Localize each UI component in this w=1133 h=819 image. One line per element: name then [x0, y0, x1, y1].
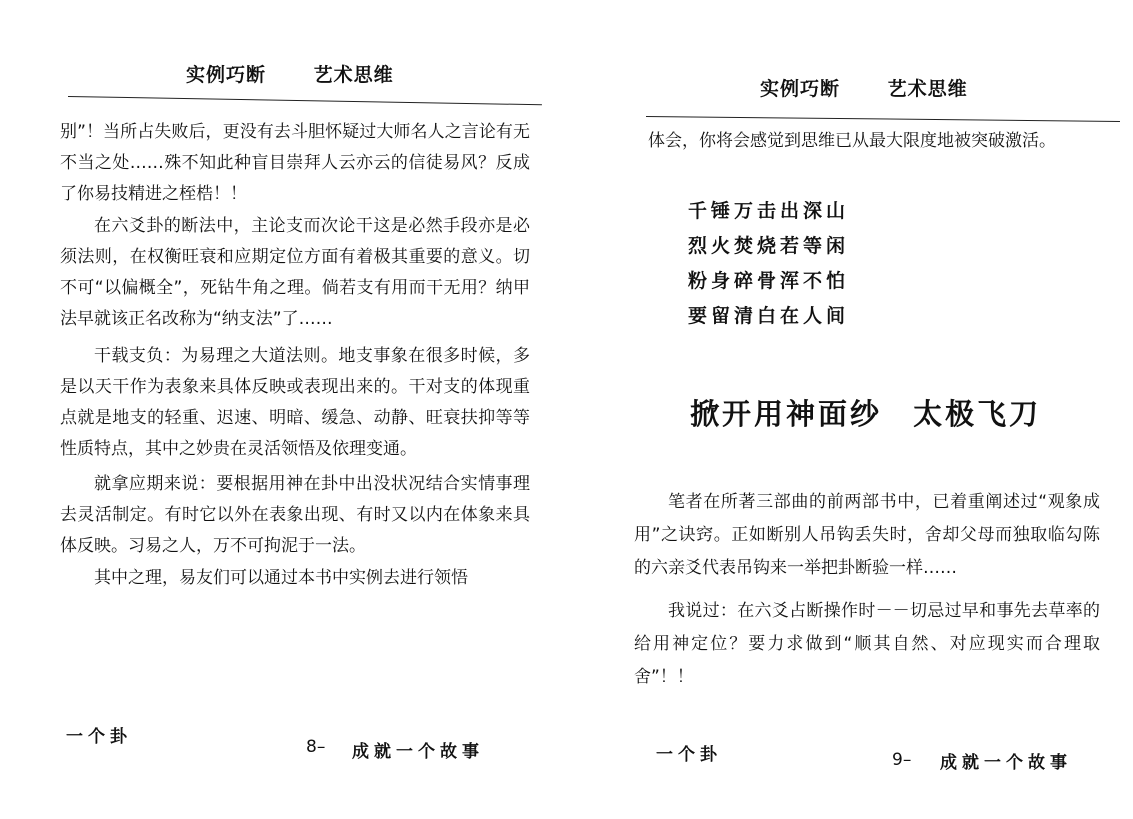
paragraph: 其中之理，易友们可以通过本书中实例去进行领悟: [94, 568, 468, 588]
paragraph: 就拿应期来说：要根据用神在卦中出没状况结合实情事理去灵活制定。有时它以外在表象出现、有时又以内在体象来具体反映。习易之人，万不可拘泥于一法。: [60, 474, 530, 556]
section-title: [690, 392, 1041, 433]
left-footer-right: 成就一个故事: [352, 742, 484, 762]
left-footer-left: 一个卦: [66, 727, 132, 747]
paragraph: 在六爻卦的断法中，主论支而次论干这是必然手段亦是必须法则，在权衡旺衰和应期定位方面有着极其重要的意义。切不可“以偏概全”，死钻牛角之理。倘若支有用而干无用？纳甲法早就该正名改称为“纳支法”了……: [60, 216, 530, 329]
left-page-number: 8–: [306, 737, 326, 757]
paragraph: 我说过：在六爻占断操作时－－切忌过早和事先去草率的给用神定位？要力求做到“顺其自然、对应现实而合理取舍”！！: [634, 601, 1100, 687]
section-title-part-a: 掀开用神面纱: [690, 397, 883, 431]
left-body-text: [60, 117, 530, 595]
right-running-header: [760, 74, 968, 101]
right-page: [566, 0, 1133, 819]
poem-line: 要留清白在人间: [688, 305, 850, 327]
section-title-part-b: 太极飞刀: [913, 397, 1042, 431]
left-page: [0, 0, 566, 819]
right-footer-left: 一个卦: [656, 745, 722, 765]
poem: [688, 194, 849, 334]
header-title-b: 艺术思维: [887, 78, 968, 100]
paragraph: 干载支负：为易理之大道法则。地支事象在很多时候，多是以天干作为表象来具体反映或表现出来的。干对支的体现重点就是地支的轻重、迟速、明暗、缓急、动静、旺衰扶抑等等性质特点，其中之妙贵在灵活领悟及依理变通。: [60, 346, 530, 459]
poem-line: 千锤万击出深山: [688, 200, 850, 222]
header-title-a: 实例巧断: [186, 64, 267, 86]
right-footer-right: 成就一个故事: [940, 753, 1072, 773]
right-page-number: 9–: [892, 750, 912, 770]
left-running-header: [186, 60, 394, 87]
left-header-rule: [68, 96, 542, 105]
poem-line: 烈火焚烧若等闲: [688, 235, 850, 257]
header-title-b: 艺术思维: [313, 64, 394, 86]
paragraph: 别”！当所占失败后，更没有去斗胆怀疑过大师名人之言论有无不当之处……殊不知此种盲目崇拜人云亦云的信徒易风？反成了你易技精进之桎梏！！: [60, 122, 530, 204]
header-title-a: 实例巧断: [760, 78, 841, 100]
right-header-rule: [646, 116, 1120, 122]
paragraph: 体会，你将会感觉到思维已从最大限度地被突破激活。: [648, 131, 1056, 151]
right-lead-text: [648, 126, 1118, 158]
poem-line: 粉身碎骨浑不怕: [688, 270, 850, 292]
right-body-text: [634, 486, 1100, 695]
paragraph: 笔者在所著三部曲的前两部书中，已着重阐述过“观象成用”之诀窍。正如断别人吊钩丢失时，舍却父母而独取临勾陈的六亲爻代表吊钩来一举把卦断验一样……: [634, 492, 1100, 578]
